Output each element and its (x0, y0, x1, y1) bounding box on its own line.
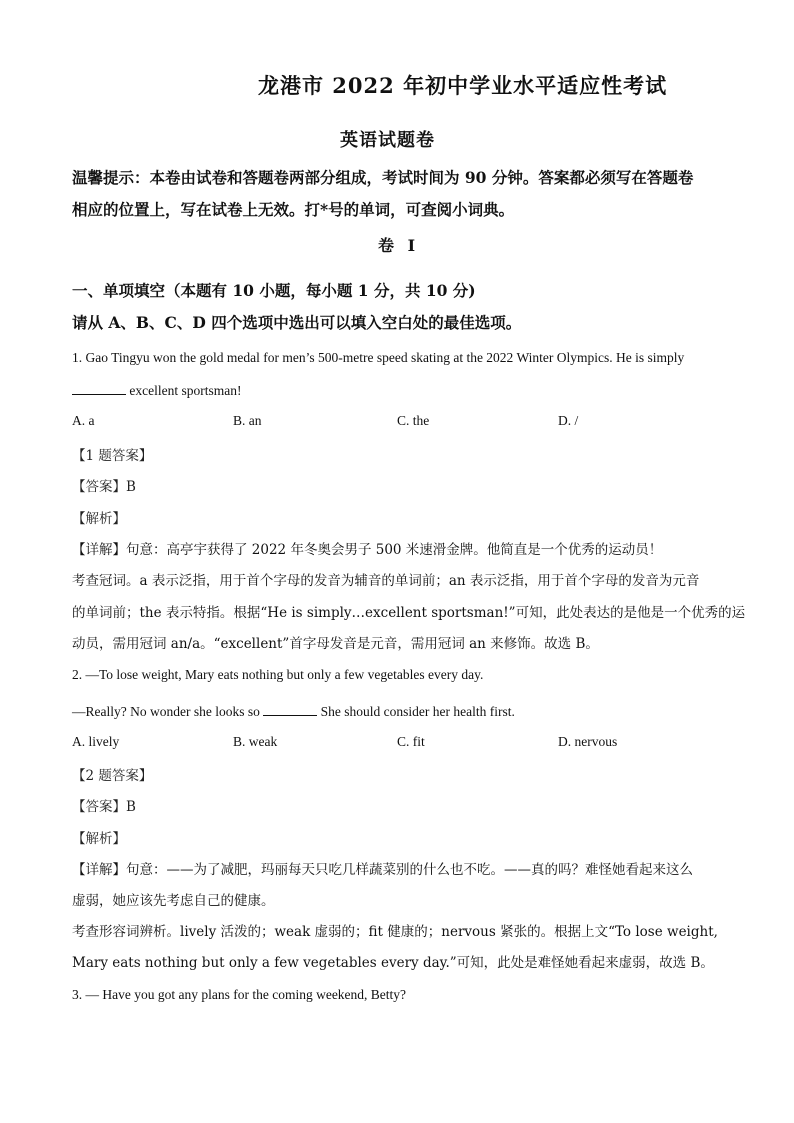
question-2-detail-1: 【详解】句意：——为了减肥，玛丽每天只吃几样蔬菜别的什么也不吃。——真的吗？难怪她看起来这么 (72, 862, 693, 878)
volume-heading: 卷 I (378, 236, 416, 255)
notice-line-1: 温馨提示：本卷由试卷和答题卷两部分组成，考试时间为 90 分钟。答案都必须写在答题卷 (72, 168, 694, 187)
question-1-detail-2: 考查冠词。a 表示泛指，用于首个字母的发音为辅音的单词前；an 表示泛指，用于首个字母的发音为元音 (72, 573, 700, 589)
question-1-option-b: B. an (233, 413, 262, 428)
answer-blank (72, 382, 126, 395)
question-2-detail-3: 考查形容词辨析。lively 活泼的；weak 虚弱的；fit 健康的；nervous 紧张的。根据上文“To lose weight, (72, 924, 718, 940)
section-title: 一、单项填空（本题有 10 小题，每小题 1 分，共 10 分) (72, 281, 476, 300)
question-1-detail-4: 动员，需用冠词 an/a。“excellent”首字母发音是元音，需用冠词 an 来修饰。故选 B。 (72, 636, 599, 652)
question-1-detail-1: 【详解】句意：高亭宇获得了 2022 年冬奥会男子 500 米速滑金牌。他简直是一个优秀的运动员！ (72, 542, 663, 558)
question-2-detail-2: 虚弱，她应该先考虑自己的健康。 (72, 893, 275, 909)
page-title: 龙港市 2022 年初中学业水平适应性考试 (258, 73, 668, 98)
question-2-line-1: 2. —To lose weight, Mary eats nothing but only a few vegetables every day. (72, 667, 484, 682)
question-2-answer: 【答案】B (72, 799, 136, 815)
question-2-option-b: B. weak (233, 734, 278, 749)
question-1-analysis: 【解析】 (72, 511, 126, 527)
question-2-option-a: A. lively (72, 734, 120, 749)
question-2-detail-4: Mary eats nothing but only a few vegetables every day.”可知，此处是难怪她看起来虚弱，故选 B。 (72, 955, 714, 971)
question-2-option-c: C. fit (397, 734, 425, 749)
page-subtitle: 英语试题卷 (340, 130, 435, 151)
question-2-option-d: D. nervous (558, 734, 618, 749)
notice-line-2: 相应的位置上，写在试卷上无效。打*号的单词，可查阅小词典。 (72, 200, 515, 219)
question-2-answer-heading: 【2 题答案】 (72, 768, 153, 784)
question-1-option-a: A. a (72, 413, 95, 428)
question-1-line-1: 1. Gao Tingyu won the gold medal for men’s 500-metre speed skating at the 2022 Winter Olympics. He is simply (72, 350, 685, 365)
question-1-option-c: C. the (397, 413, 430, 428)
question-2-analysis: 【解析】 (72, 831, 126, 847)
question-1-answer: 【答案】B (72, 479, 136, 495)
question-2-line-2-after: She should consider her health first. (317, 704, 515, 719)
question-1-line-2-text: excellent sportsman! (126, 383, 242, 398)
answer-blank (263, 703, 317, 716)
question-2-line-2-before: —Really? No wonder she looks so (72, 704, 264, 719)
section-instruction: 请从 A、B、C、D 四个选项中选出可以填入空白处的最佳选项。 (72, 313, 522, 332)
question-1-option-d: D. / (558, 413, 579, 428)
question-1-detail-3: 的单词前；the 表示特指。根据“He is simply…excellent sportsman!”可知，此处表达的是他是一个优秀的运 (72, 605, 746, 621)
question-3-line-1: 3. — Have you got any plans for the coming weekend, Betty? (72, 987, 407, 1002)
question-1-answer-heading: 【1 题答案】 (72, 448, 153, 464)
question-2-line-2 (72, 703, 515, 720)
question-1-line-2 (72, 382, 241, 399)
